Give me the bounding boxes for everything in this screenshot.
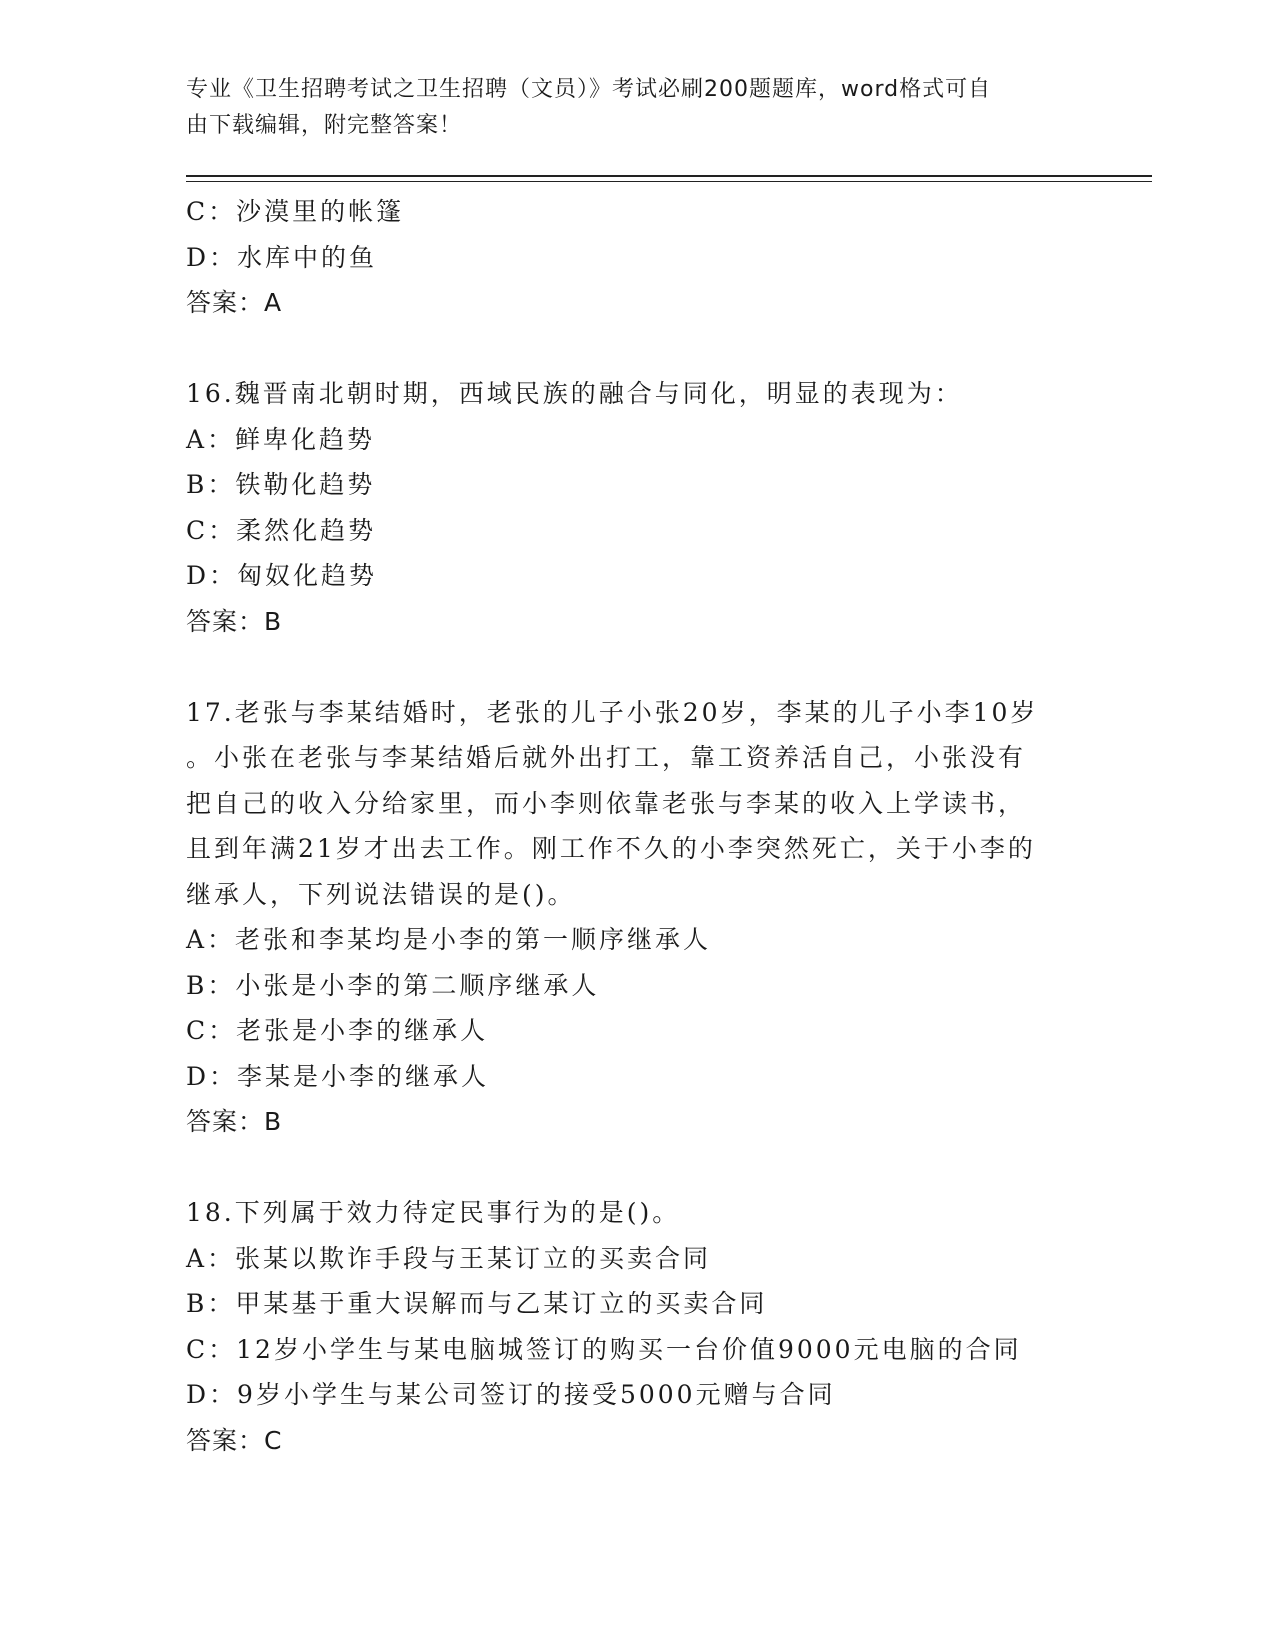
option-d: D：匈奴化趋势 <box>186 561 378 590</box>
option-c: C：12岁小学生与某电脑城签订的购买一台价值9000元电脑的合同 <box>186 1334 1022 1364</box>
spacer <box>186 326 1086 372</box>
option-c: C：沙漠里的帐篷 <box>186 197 405 226</box>
question-17 <box>186 690 1086 1145</box>
question-15-tail <box>186 189 1086 326</box>
question-16 <box>186 371 1086 644</box>
answer: 答案：A <box>186 288 283 317</box>
question-18 <box>186 1190 1086 1463</box>
spacer <box>186 1145 1086 1191</box>
question-stem: 16.魏晋南北朝时期，西域民族的融合与同化，明显的表现为： <box>186 379 963 408</box>
question-stem: 18.下列属于效力待定民事行为的是()。 <box>186 1198 681 1227</box>
header-line-1: 专业《卫生招聘考试之卫生招聘（文员）》考试必刷200题题库，word格式可自 <box>186 77 992 102</box>
header-divider-thick <box>186 175 1152 177</box>
header-divider-thin <box>186 181 1152 182</box>
answer: 答案：C <box>186 1425 283 1455</box>
option-b: B：铁勒化趋势 <box>186 470 376 499</box>
header-line-2: 由下载编辑，附完整答案！ <box>186 113 463 138</box>
option-a: A：鲜卑化趋势 <box>186 424 376 454</box>
option-c: C：老张是小李的继承人 <box>186 1016 489 1045</box>
option-a: A：老张和李某均是小李的第一顺序继承人 <box>186 925 712 954</box>
question-stem-line: 17.老张与李某结婚时，老张的儿子小张20岁，李某的儿子小李10岁 <box>186 697 1039 727</box>
question-stem-line: 把自己的收入分给家里，而小李则依靠老张与李某的收入上学读书， <box>186 788 1027 818</box>
answer: 答案：B <box>186 606 283 636</box>
answer: 答案：B <box>186 1107 283 1136</box>
question-stem-line: 继承人，下列说法错误的是()。 <box>186 879 576 909</box>
option-b: B：甲某基于重大误解而与乙某订立的买卖合同 <box>186 1289 768 1318</box>
option-c: C：柔然化趋势 <box>186 515 377 545</box>
question-stem-line: 。小张在老张与李某结婚后就外出打工，靠工资养活自己，小张没有 <box>186 743 1027 772</box>
document-body <box>186 189 1086 1463</box>
question-stem-line: 且到年满21岁才出去工作。刚工作不久的小李突然死亡，关于小李的 <box>186 834 1036 863</box>
spacer <box>186 644 1086 690</box>
option-d: D：水库中的鱼 <box>186 242 378 272</box>
page-header <box>186 72 1086 144</box>
option-a: A：张某以欺诈手段与王某订立的买卖合同 <box>186 1243 712 1273</box>
option-d: D：李某是小李的继承人 <box>186 1061 490 1091</box>
option-d: D：9岁小学生与某公司签订的接受5000元赠与合同 <box>186 1380 836 1409</box>
option-b: B：小张是小李的第二顺序继承人 <box>186 970 600 1000</box>
